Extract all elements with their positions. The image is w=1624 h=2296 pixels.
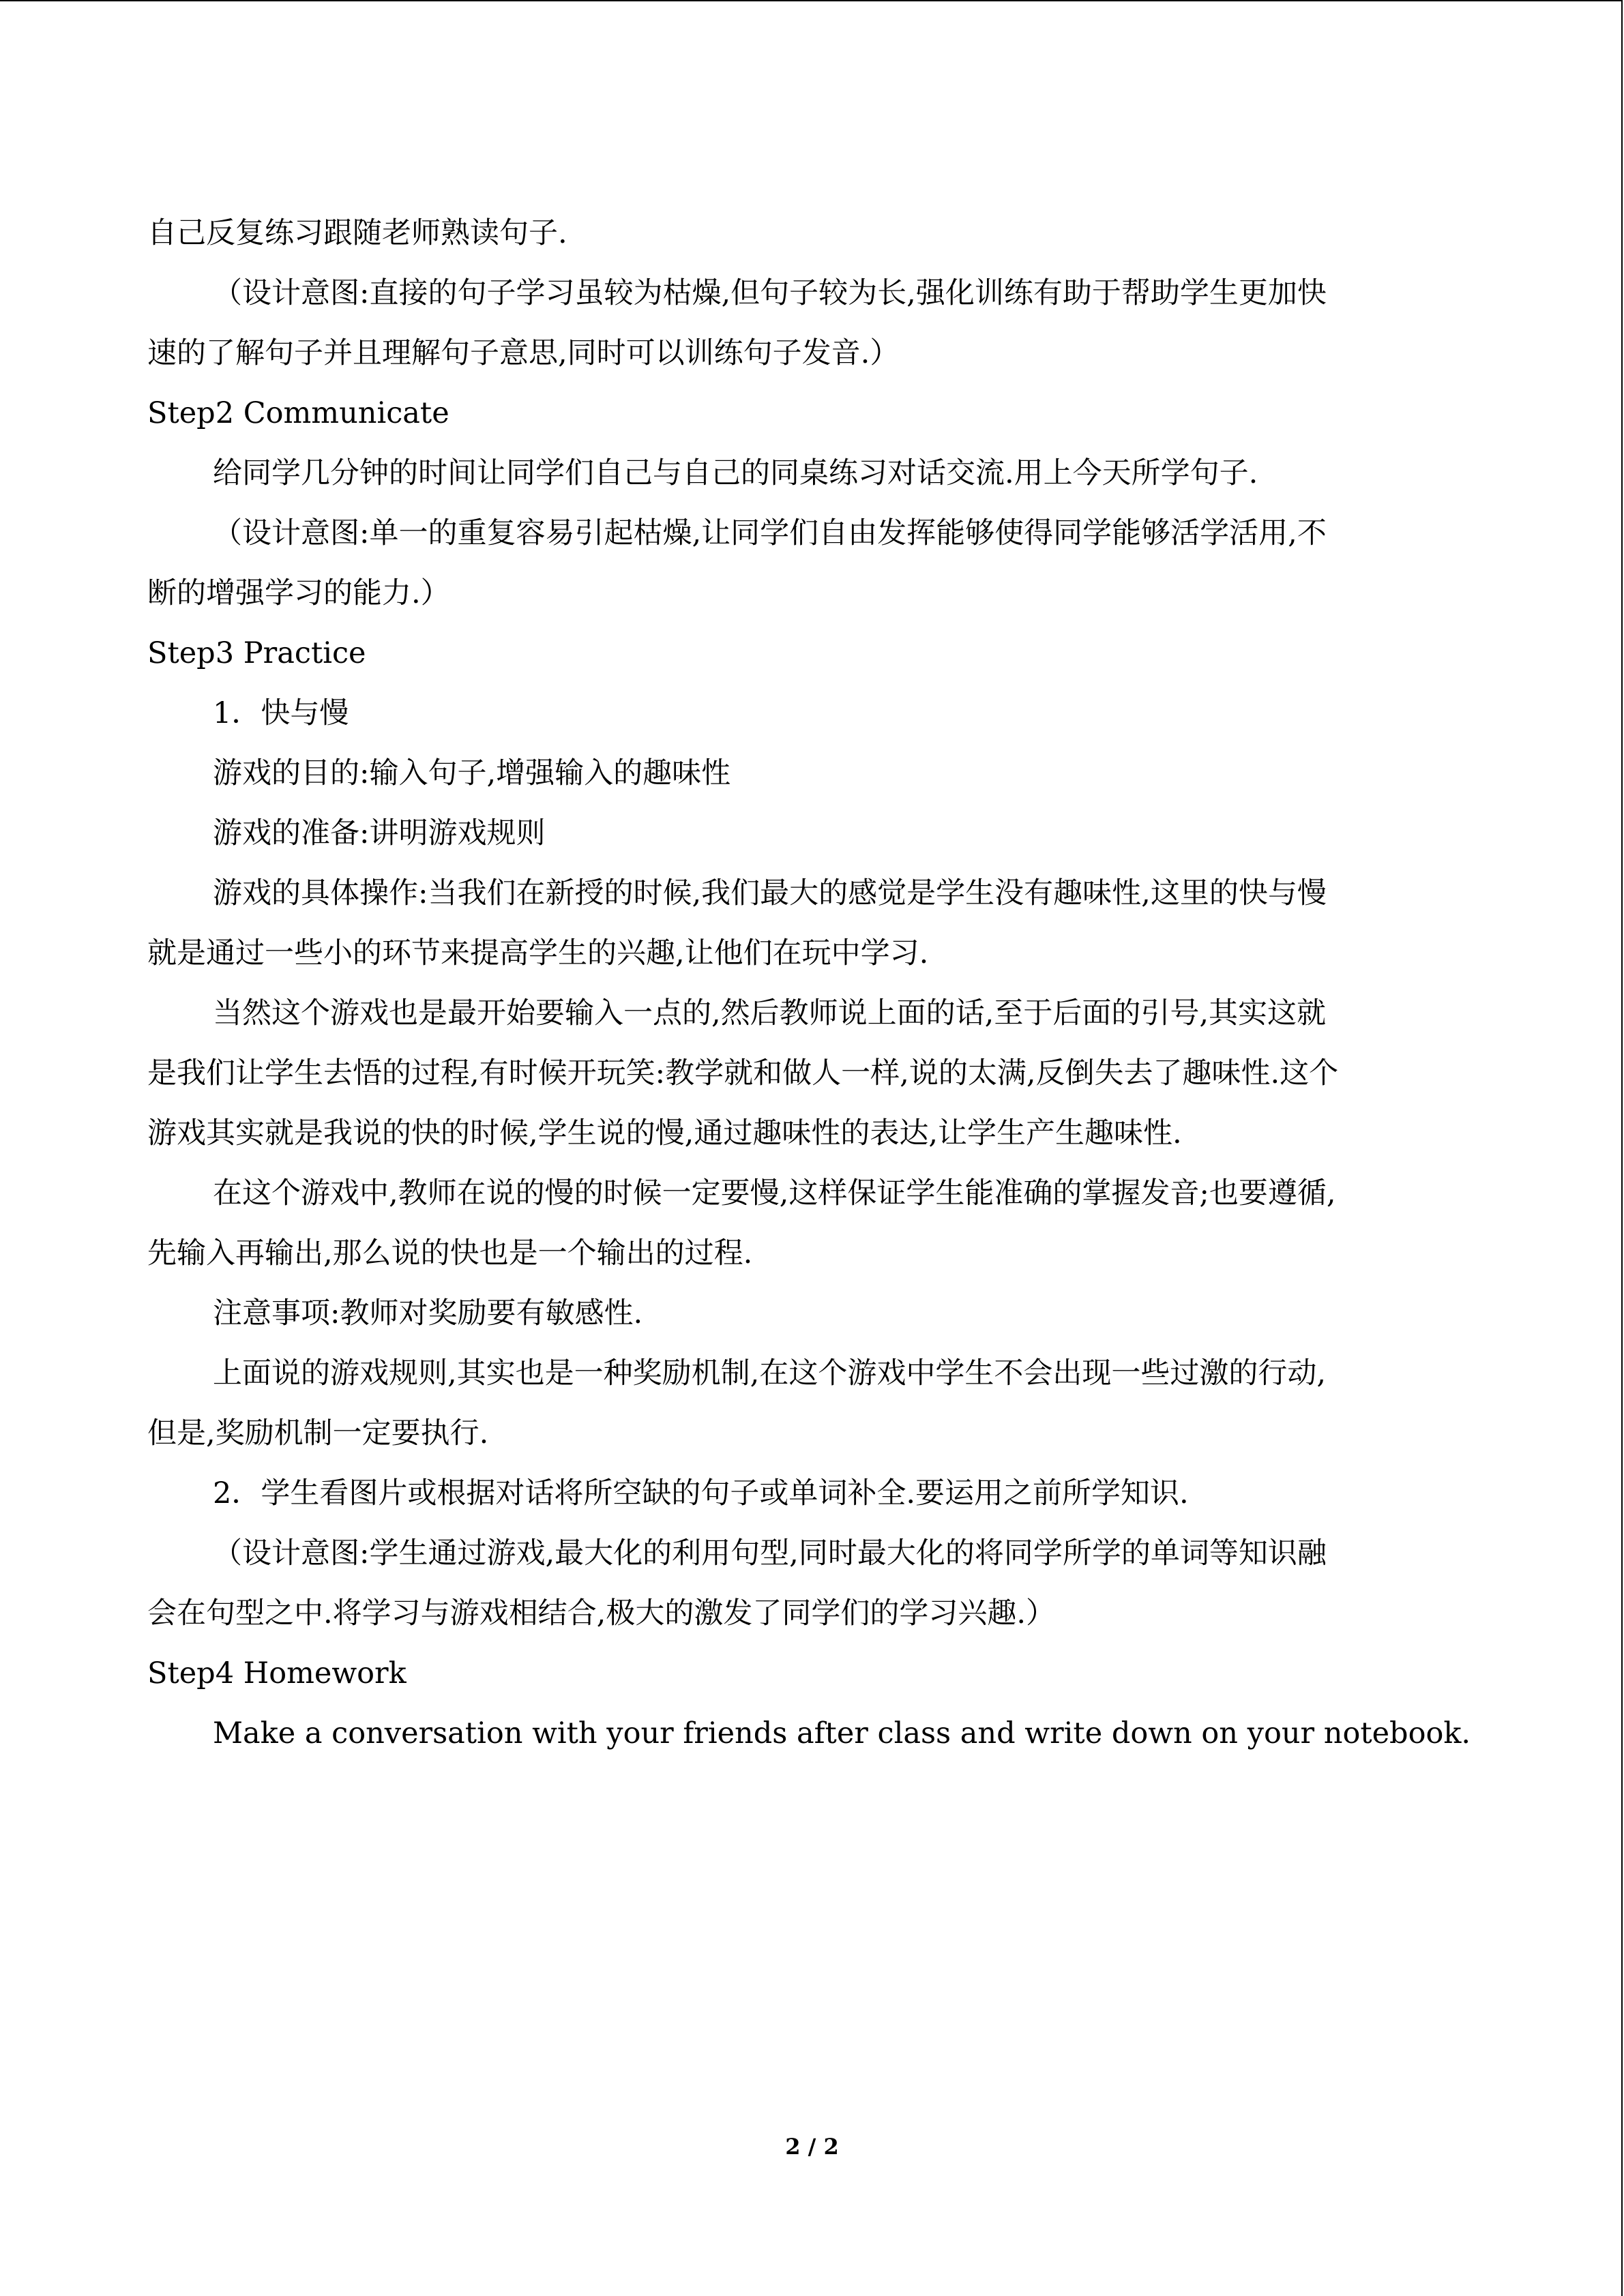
paragraph-line: 当然这个游戏也是最开始要输入一点的,然后教师说上面的话,至于后面的引号,其实这就 [213,996,1327,1030]
design-intent-line: （设计意图:直接的句子学习虽较为枯燥,但句子较为长,强化训练有助于帮助学生更加快 [213,276,1327,310]
design-intent-line: （设计意图:单一的重复容易引起枯燥,让同学们自由发挥能够使得同学能够活学活用,不 [213,516,1327,550]
paragraph-line: 是我们让学生去悟的过程,有时候开玩笑:教学就和做人一样,说的太满,反倒失去了趣味性.这个 [147,1056,1339,1090]
paragraph-line: 游戏其实就是我说的快的时候,学生说的慢,通过趣味性的表达,让学生产生趣味性. [147,1116,1182,1150]
paragraph-line: Make a conversation with your friends after class and write down on your notebook. [213,1716,1471,1750]
list-item-heading: 1．快与慢 [213,696,349,730]
paragraph-line: 但是,奖励机制一定要执行. [147,1416,489,1450]
paragraph-line: 会在句型之中.将学习与游戏相结合,极大的激发了同学们的学习兴趣.） [147,1596,1056,1630]
paragraph-line: 上面说的游戏规则,其实也是一种奖励机制,在这个游戏中学生不会出现一些过激的行动, [213,1356,1327,1390]
paragraph-line: 游戏的具体操作:当我们在新授的时候,我们最大的感觉是学生没有趣味性,这里的快与慢 [213,876,1327,910]
paragraph-line: 给同学几分钟的时间让同学们自己与自己的同桌练习对话交流.用上今天所学句子. [213,456,1258,490]
step-heading: Step2 Communicate [147,396,449,430]
page-number: 2 / 2 [785,2134,839,2160]
design-intent-line: （设计意图:学生通过游戏,最大化的利用句型,同时最大化的将同学所学的单词等知识融 [213,1536,1327,1570]
paragraph-line: 速的了解句子并且理解句子意思,同时可以训练句子发音.） [147,336,900,370]
document-body [147,203,1472,1763]
step-heading: Step4 Homework [147,1656,407,1690]
list-item-heading: 2．学生看图片或根据对话将所空缺的句子或单词补全.要运用之前所学知识. [213,1476,1189,1510]
paragraph-line: 在这个游戏中,教师在说的慢的时候一定要慢,这样保证学生能准确的掌握发音;也要遵循, [213,1176,1336,1210]
paragraph-line: 注意事项:教师对奖励要有敏感性. [213,1296,643,1330]
paragraph-line: 断的增强学习的能力.） [147,576,450,610]
paragraph-line: 游戏的目的:输入句子,增强输入的趣味性 [213,756,731,790]
paragraph-line: 就是通过一些小的环节来提高学生的兴趣,让他们在玩中学习. [147,936,929,970]
paragraph-line: 自己反复练习跟随老师熟读句子. [147,216,567,250]
paragraph-line: 游戏的准备:讲明游戏规则 [213,816,546,850]
step-heading: Step3 Practice [147,636,366,670]
paragraph-line: 先输入再输出,那么说的快也是一个输出的过程. [147,1236,753,1270]
